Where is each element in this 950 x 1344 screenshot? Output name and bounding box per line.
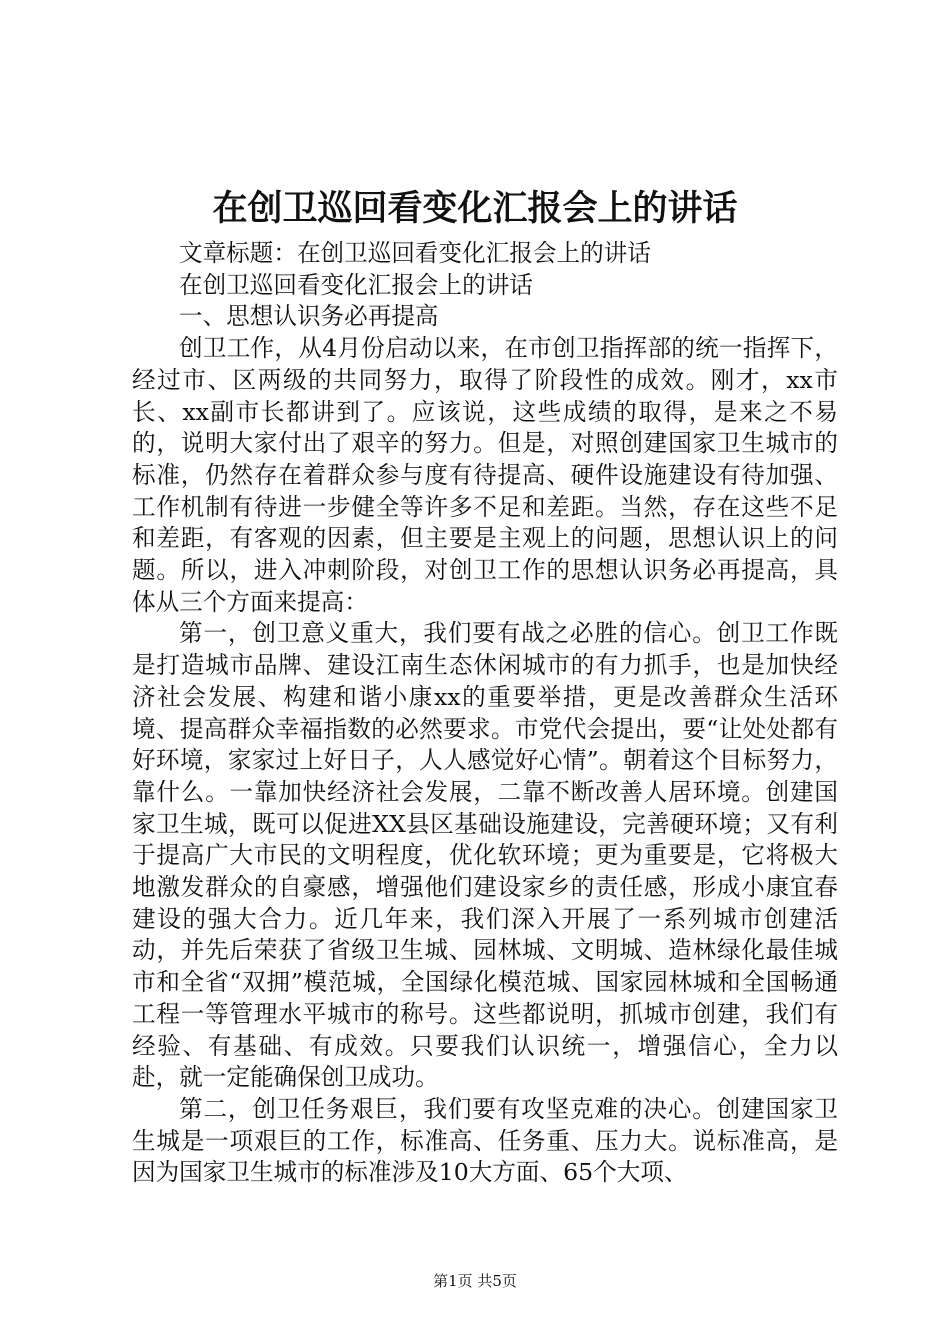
- page-footer: 第1页 共5页: [433, 1272, 517, 1290]
- paragraph: 第一，创卫意义重大，我们要有战之必胜的信心。创卫工作既是打造城市品牌、建设江南生态休闲城市的有力抓手，也是加快经济社会发展、构建和谐小康xx的重要举措，更是改善群众生活环境、提高群众幸福指数的必然要求。市党代会提出，要“让处处都有好环境，家家过上好日子，人人感觉好心情”。朝着这个目标努力，靠什么。一靠加快经济社会发展，二靠不断改善人居环境。创建国家卫生城，既可以促进XX县区基础设施建设，完善硬环境；又有利于提高广大市民的文明程度，优化软环境；更为重要是，它将极大地激发群众的自豪感，增强他们建设家乡的责任感，形成小康宜春建设的强大合力。近几年来，我们深入开展了一系列城市创建活动，并先后荣获了省级卫生城、园林城、文明城、造林绿化最佳城市和全省“双拥”模范城，全国绿化模范城、国家园林城和全国畅通工程一等管理水平城市的称号。这些都说明，抓城市创建，我们有经验、有基础、有成效。只要我们认识统一，增强信心，全力以赴，就一定能确保创卫成功。: [132, 619, 838, 1092]
- paragraph: 第二，创卫任务艰巨，我们要有攻坚克难的决心。创建国家卫生城是一项艰巨的工作，标准高、任务重、压力大。说标准高，是因为国家卫生城市的标准涉及10大方面、65个大项、: [132, 1094, 838, 1187]
- article-title-line: 文章标题：在创卫巡回看变化汇报会上的讲话: [179, 239, 651, 267]
- paragraph: 创卫工作，从4月份启动以来，在市创卫指挥部的统一指挥下，经过市、区两级的共同努力，取得了阶段性的成效。刚才，xx市长、xx副市长都讲到了。应该说，这些成绩的取得，是来之不易的，说明大家付出了艰辛的努力。但是，对照创建国家卫生城市的标准，仍然存在着群众参与度有待提高、硬件设施建设有待加强、工作机制有待进一步健全等许多不足和差距。当然，存在这些不足和差距，有客观的因素，但主要是主观上的问题，思想认识上的问题。所以，进入冲刺阶段，对创卫工作的思想认识务必再提高，具体从三个方面来提高：: [132, 334, 838, 616]
- document-body: [132, 238, 838, 1189]
- speech-title-line: 在创卫巡回看变化汇报会上的讲话: [179, 270, 533, 299]
- document-title: 在创卫巡回看变化汇报会上的讲话: [212, 188, 738, 229]
- section-heading: 一、思想认识务必再提高: [179, 302, 439, 331]
